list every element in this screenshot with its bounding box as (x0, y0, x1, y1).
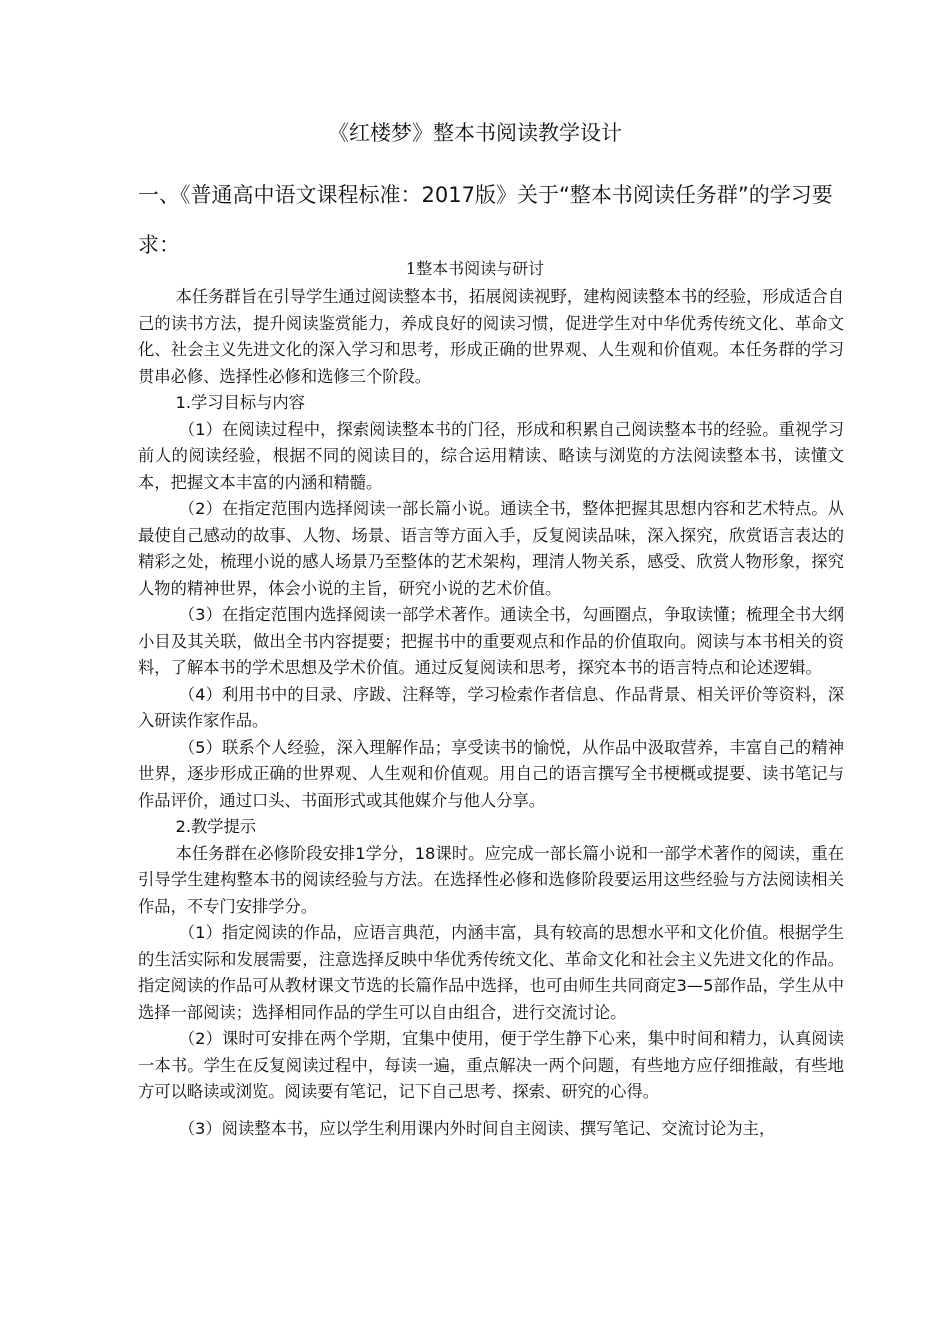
paragraph-goal-1: （1）在阅读过程中，探索阅读整本书的门径，形成和积累自己阅读整本书的经验。重视学习前人的阅读经验，根据不同的阅读目的，综合运用精读、略读与浏览的方法阅读整本书，读懂文本，把握文本丰富的内涵和精髓。 (138, 419, 844, 492)
paragraph-goal-3: （3）在指定范围内选择阅读一部学术著作。通读全书，勾画圈点，争取读懂；梳理全书大纲小目及其关联，做出全书内容提要；把握书中的重要观点和作品的价值取向。阅读与本书相关的资料，了解本书的学术思想及学术价值。通过反复阅读和思考，探究本书的语言特点和论述逻辑。 (138, 605, 844, 677)
paragraph-intro: 本任务群旨在引导学生通过阅读整本书，拓展阅读视野，建构阅读整本书的经验，形成适合自己的读书方法，提升阅读鉴赏能力，养成良好的阅读习惯，促进学生对中华优秀传统文化、革命文化、社会主义先进文化的深入学习和思考，形成正确的世界观、人生观和价值观。本任务群的学习贯串必修、选择性必修和选修三个阶段。 (138, 287, 844, 386)
subsection-title: 1整本书阅读与研讨 (405, 259, 545, 278)
paragraph-teaching-intro: 本任务群在必修阶段安排1学分，18课时。应完成一部长篇小说和一部学术著作的阅读，重在引导学生建构整本书的阅读经验与方法。在选择性必修和选修阶段要运用这些经验与方法阅读相关作品，不专门安排学分。 (138, 843, 844, 916)
paragraph-goal-4: （4）利用书中的目录、序跋、注释等，学习检索作者信息、作品背景、相关评价等资料，深入研读作家作品。 (138, 684, 844, 730)
document-title: 《红楼梦》整本书阅读教学设计 (328, 121, 622, 145)
paragraph-teaching-heading: 2.教学提示 (175, 817, 257, 836)
paragraph-tip-3: （3）阅读整本书，应以学生利用课内外时间自主阅读、撰写笔记、交流讨论为主， (178, 1118, 776, 1138)
document-body (138, 284, 844, 1142)
paragraph-tip-2: （2）课时可安排在两个学期，宜集中使用，便于学生静下心来，集中时间和精力，认真阅读一本书。学生在反复阅读过程中，每读一遍，重点解决一两个问题，有些地方应仔细推敲，有些地方可以略读或浏览。阅读要有笔记，记下自己思考、探索、研究的心得。 (138, 1029, 844, 1101)
section-heading: 一、《普通高中语文课程标准：2017版》关于“整本书阅读任务群”的学习要求： (138, 183, 833, 257)
paragraph-goal-5: （5）联系个人经验，深入理解作品；享受读书的愉悦，从作品中汲取营养，丰富自己的精神世界，逐步形成正确的世界观、人生观和价值观。用自己的语言撰写全书梗概或提要、读书笔记与作品评价，通过口头、书面形式或其他媒介与他人分享。 (138, 737, 844, 810)
paragraph-tip-1: （1）指定阅读的作品，应语言典范，内涵丰富，具有较高的思想水平和文化价值。根据学生的生活实际和发展需要，注意选择反映中华优秀传统文化、革命文化和社会主义先进文化的作品。指定阅读的作品可从教材课文节选的长篇作品中选择，也可由师生共同商定3—5部作品，学生从中选择一部阅读；选择相同作品的学生可以自由组合，进行交流讨论。 (138, 923, 844, 1022)
paragraph-goal-2: （2）在指定范围内选择阅读一部长篇小说。通读全书，整体把握其思想内容和艺术特点。从最使自己感动的故事、人物、场景、语言等方面入手，反复阅读品味，深入探究，欣赏语言表达的精彩之处，梳理小说的感人场景乃至整体的艺术架构，理清人物关系，感受、欣赏人物形象，探究人物的精神世界，体会小说的主旨，研究小说的艺术价值。 (138, 499, 844, 598)
paragraph-goals-heading: 1.学习目标与内容 (175, 393, 305, 412)
